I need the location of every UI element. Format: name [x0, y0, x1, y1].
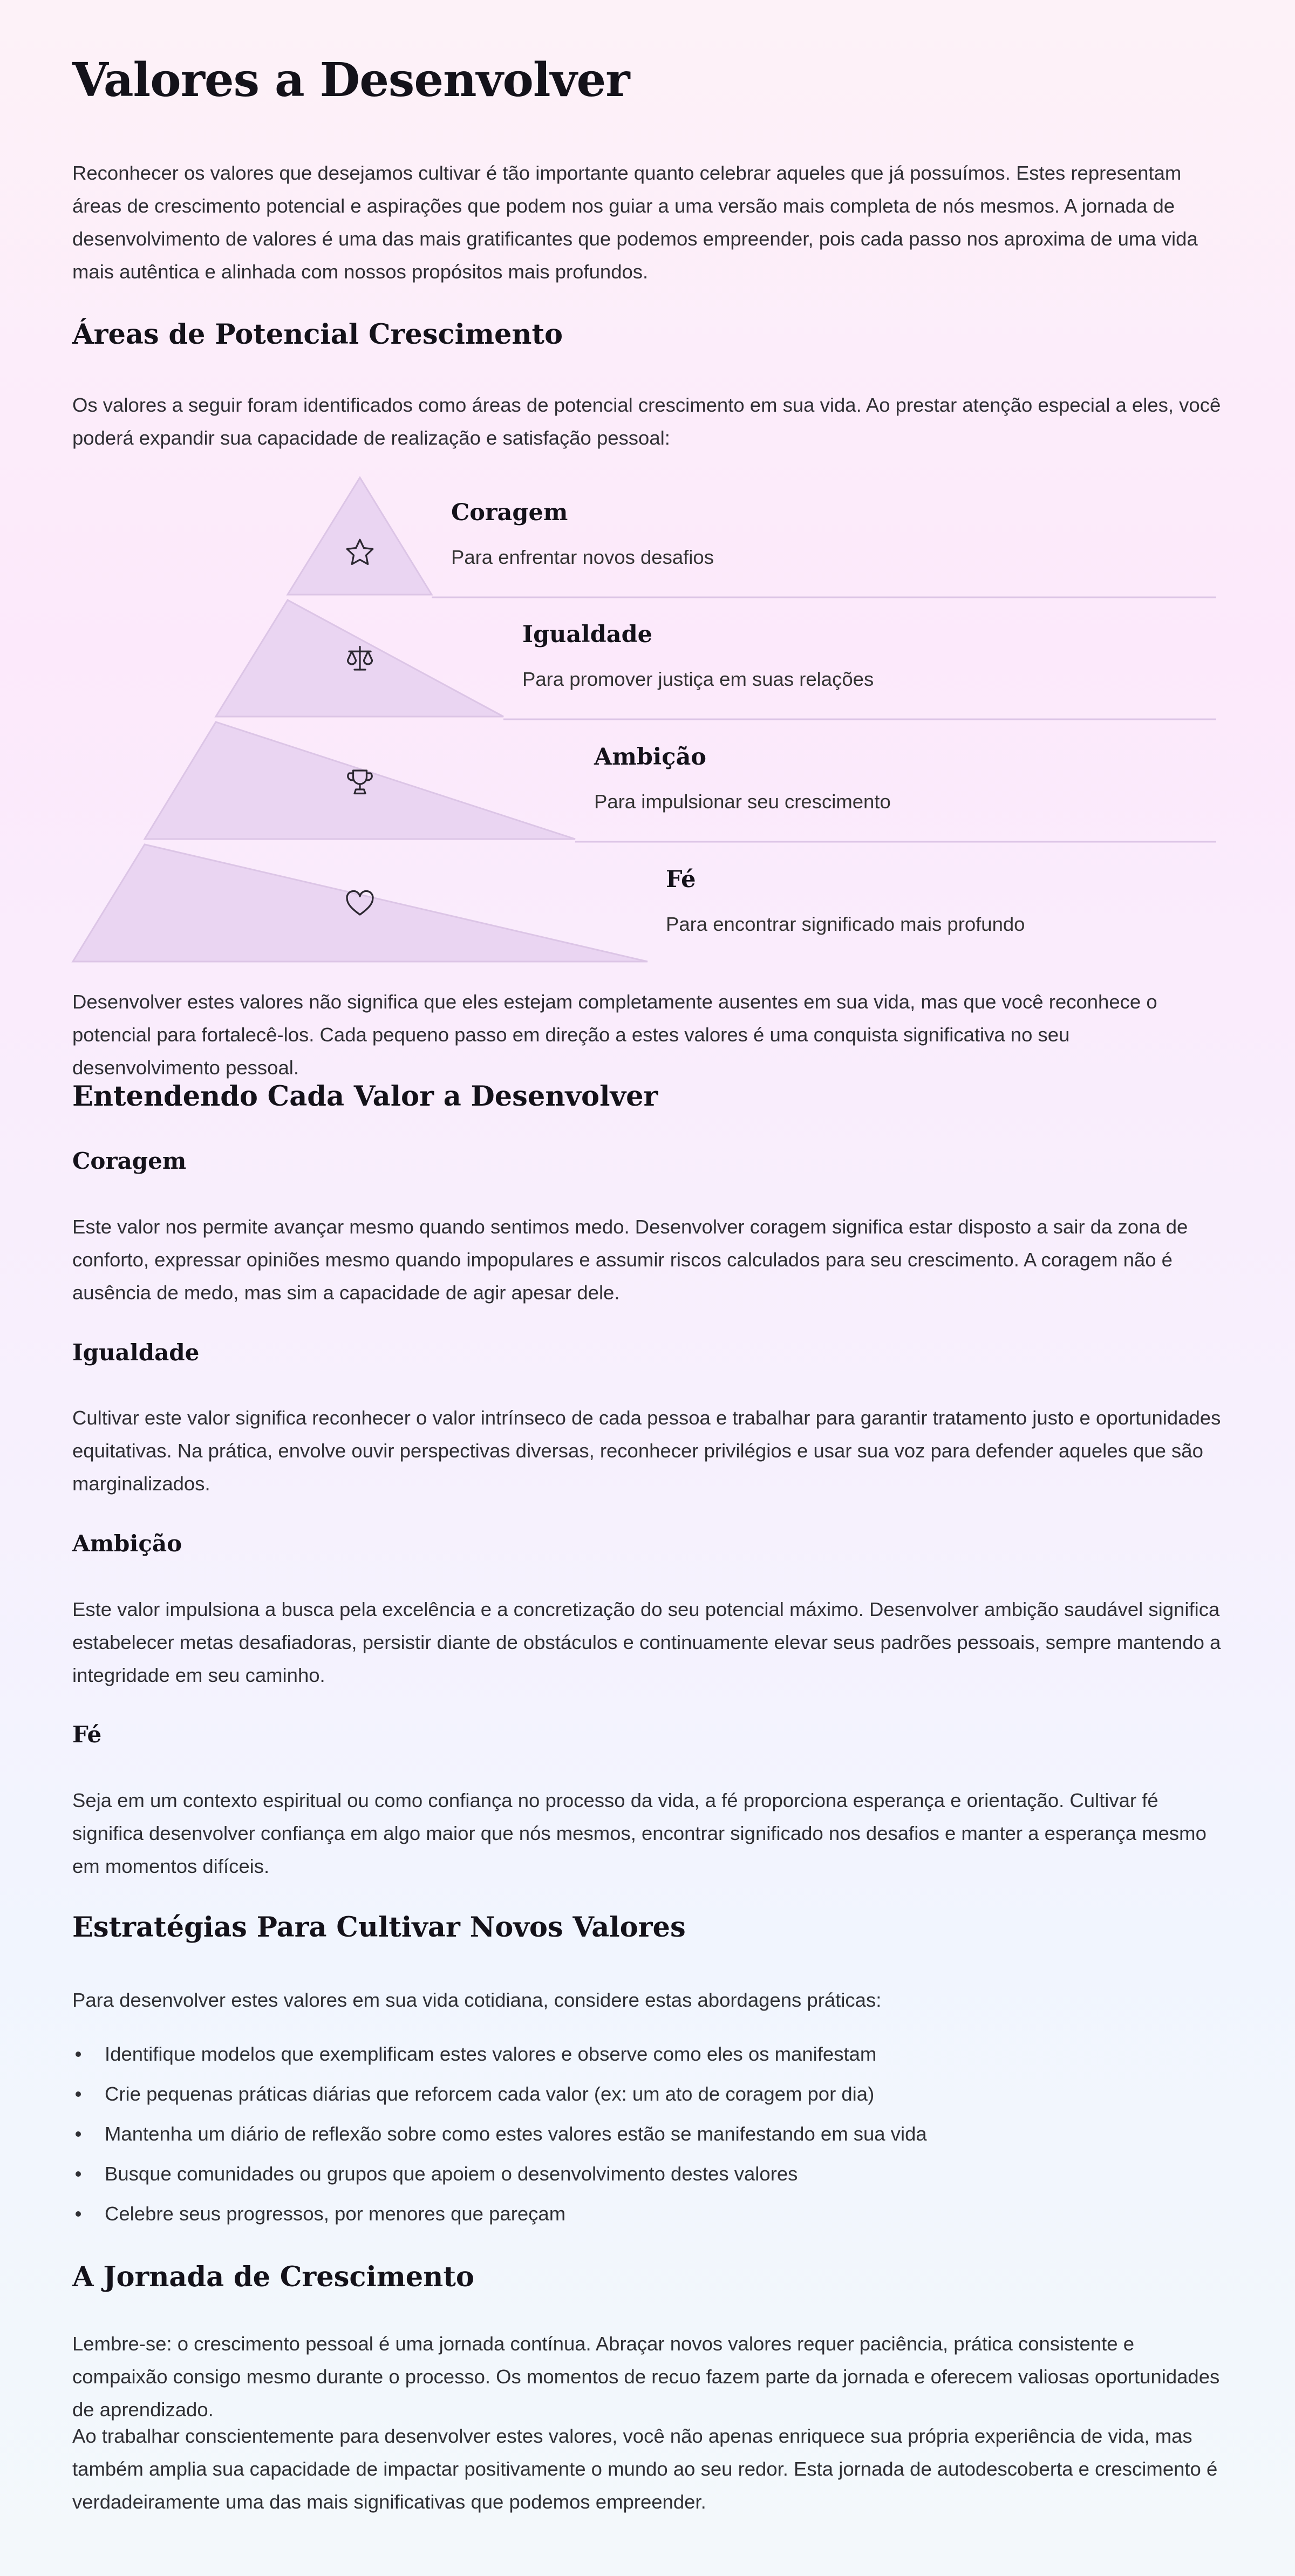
- strategies-intro: Para desenvolver estes valores em sua vida cotidiana, considere estas abordagens práticas:: [72, 1989, 882, 2011]
- pyramid-level-1-subtitle: Para enfrentar novos desafios: [451, 546, 714, 568]
- list-item: Identifique modelos que exemplificam estes valores e observe como eles os manifestam: [72, 2034, 1222, 2074]
- understanding-heading: Entendendo Cada Valor a Desenvolver: [72, 1080, 658, 1113]
- pyramid-graphic: [0, 0, 1295, 971]
- strategies-heading: Estratégias Para Cultivar Novos Valores: [72, 1911, 686, 1944]
- journey-paragraph-1: Lembre-se: o crescimento pessoal é uma jornada contínua. Abraçar novos valores requer paciência, prática consistente e compaixão consigo mesmo durante o processo. Os momentos de recuo fazem parte da jornada e oferecem valiosas oportunidades de aprendizado.: [72, 2333, 1220, 2421]
- journey-paragraph-2: Ao trabalhar conscientemente para desenvolver estes valores, você não apenas enriquece sua própria experiência de vida, mas também amplia sua capacidade de impactar positivamente o mundo ao seu redor. Esta jornada de autodescoberta e crescimento é verdadeiramente uma das mais significativas que podemos empreender.: [72, 2425, 1218, 2513]
- value-fe-title: Fé: [72, 1721, 102, 1748]
- value-coragem-title: Coragem: [72, 1148, 187, 1174]
- strategies-list: [72, 2034, 1222, 2234]
- list-item: Mantenha um diário de reflexão sobre como estes valores estão se manifestando em sua vida: [72, 2114, 1222, 2154]
- value-igualdade-text: Cultivar este valor significa reconhecer o valor intrínseco de cada pessoa e trabalhar para garantir tratamento justo e oportunidades equitativas. Na prática, envolve ouvir perspectivas diversas, reconhecer privilégios e usar sua voz para defender aqueles que são marginalizados.: [72, 1407, 1221, 1495]
- growth-heading: Áreas de Potencial Crescimento: [72, 318, 563, 351]
- pyramid-level-4-title: Fé: [666, 866, 696, 893]
- pyramid-level-2-subtitle: Para promover justiça em suas relações: [522, 668, 874, 690]
- trophy-icon: [344, 765, 376, 798]
- value-coragem-text: Este valor nos permite avançar mesmo quando sentimos medo. Desenvolver coragem significa estar disposto a sair da zona de conforto, expressar opiniões mesmo quando impopulares e assumir riscos calculados para seu crescimento. A coragem não é ausência de medo, mas sim a capacidade de agir apesar dele.: [72, 1216, 1188, 1304]
- value-ambicao-title: Ambição: [72, 1530, 182, 1557]
- list-item: Busque comunidades ou grupos que apoiem o desenvolvimento destes valores: [72, 2154, 1222, 2194]
- list-item: Celebre seus progressos, por menores que pareçam: [72, 2194, 1222, 2234]
- list-item: Crie pequenas práticas diárias que reforcem cada valor (ex: um ato de coragem por dia): [72, 2074, 1222, 2114]
- intro-paragraph: Reconhecer os valores que desejamos cultivar é tão importante quanto celebrar aqueles que já possuímos. Estes representam áreas de crescimento potencial e aspirações que podem nos guiar a uma versão mais completa de nós mesmos. A jornada de desenvolvimento de valores é uma das mais gratificantes que podemos empreender, pois cada passo nos aproxima de uma vida mais autêntica e alinhada com nossos propósitos mais profundos.: [72, 162, 1198, 283]
- after-pyramid-paragraph: Desenvolver estes valores não significa que eles estejam completamente ausentes em sua vida, mas que você reconhece o potencial para fortalecê-los. Cada pequeno passo em direção a estes valores é uma conquista significativa no seu desenvolvimento pessoal.: [72, 991, 1157, 1079]
- star-icon: [344, 536, 376, 569]
- value-ambicao-text: Este valor impulsiona a busca pela excelência e a concretização do seu potencial máximo. Desenvolver ambição saudável significa estabelecer metas desafiadoras, persistir diante de obstáculos e continuamente elevar seus padrões pessoais, sempre mantendo a integridade em seu caminho.: [72, 1598, 1221, 1686]
- growth-paragraph: Os valores a seguir foram identificados como áreas de potencial crescimento em sua vida. Ao prestar atenção especial a eles, você poderá expandir sua capacidade de realização e satisfação pessoal:: [72, 394, 1221, 449]
- pyramid-level-1-title: Coragem: [451, 499, 568, 526]
- value-igualdade-title: Igualdade: [72, 1339, 200, 1366]
- page-title: Valores a Desenvolver: [72, 53, 630, 107]
- value-fe-text: Seja em um contexto espiritual ou como confiança no processo da vida, a fé proporciona esperança e orientação. Cultivar fé significa desenvolver confiança em algo maior que nós mesmos, encontrar significado nos desafios e manter a esperança mesmo em momentos difíceis.: [72, 1789, 1207, 1877]
- pyramid-level-3-title: Ambição: [594, 744, 706, 771]
- scale-icon: [344, 643, 376, 675]
- pyramid-level-2-title: Igualdade: [522, 621, 652, 648]
- journey-heading: A Jornada de Crescimento: [72, 2261, 474, 2293]
- pyramid-level-3-subtitle: Para impulsionar seu crescimento: [594, 790, 891, 813]
- pyramid-level-4-subtitle: Para encontrar significado mais profundo: [666, 913, 1025, 935]
- heart-icon: [344, 888, 376, 920]
